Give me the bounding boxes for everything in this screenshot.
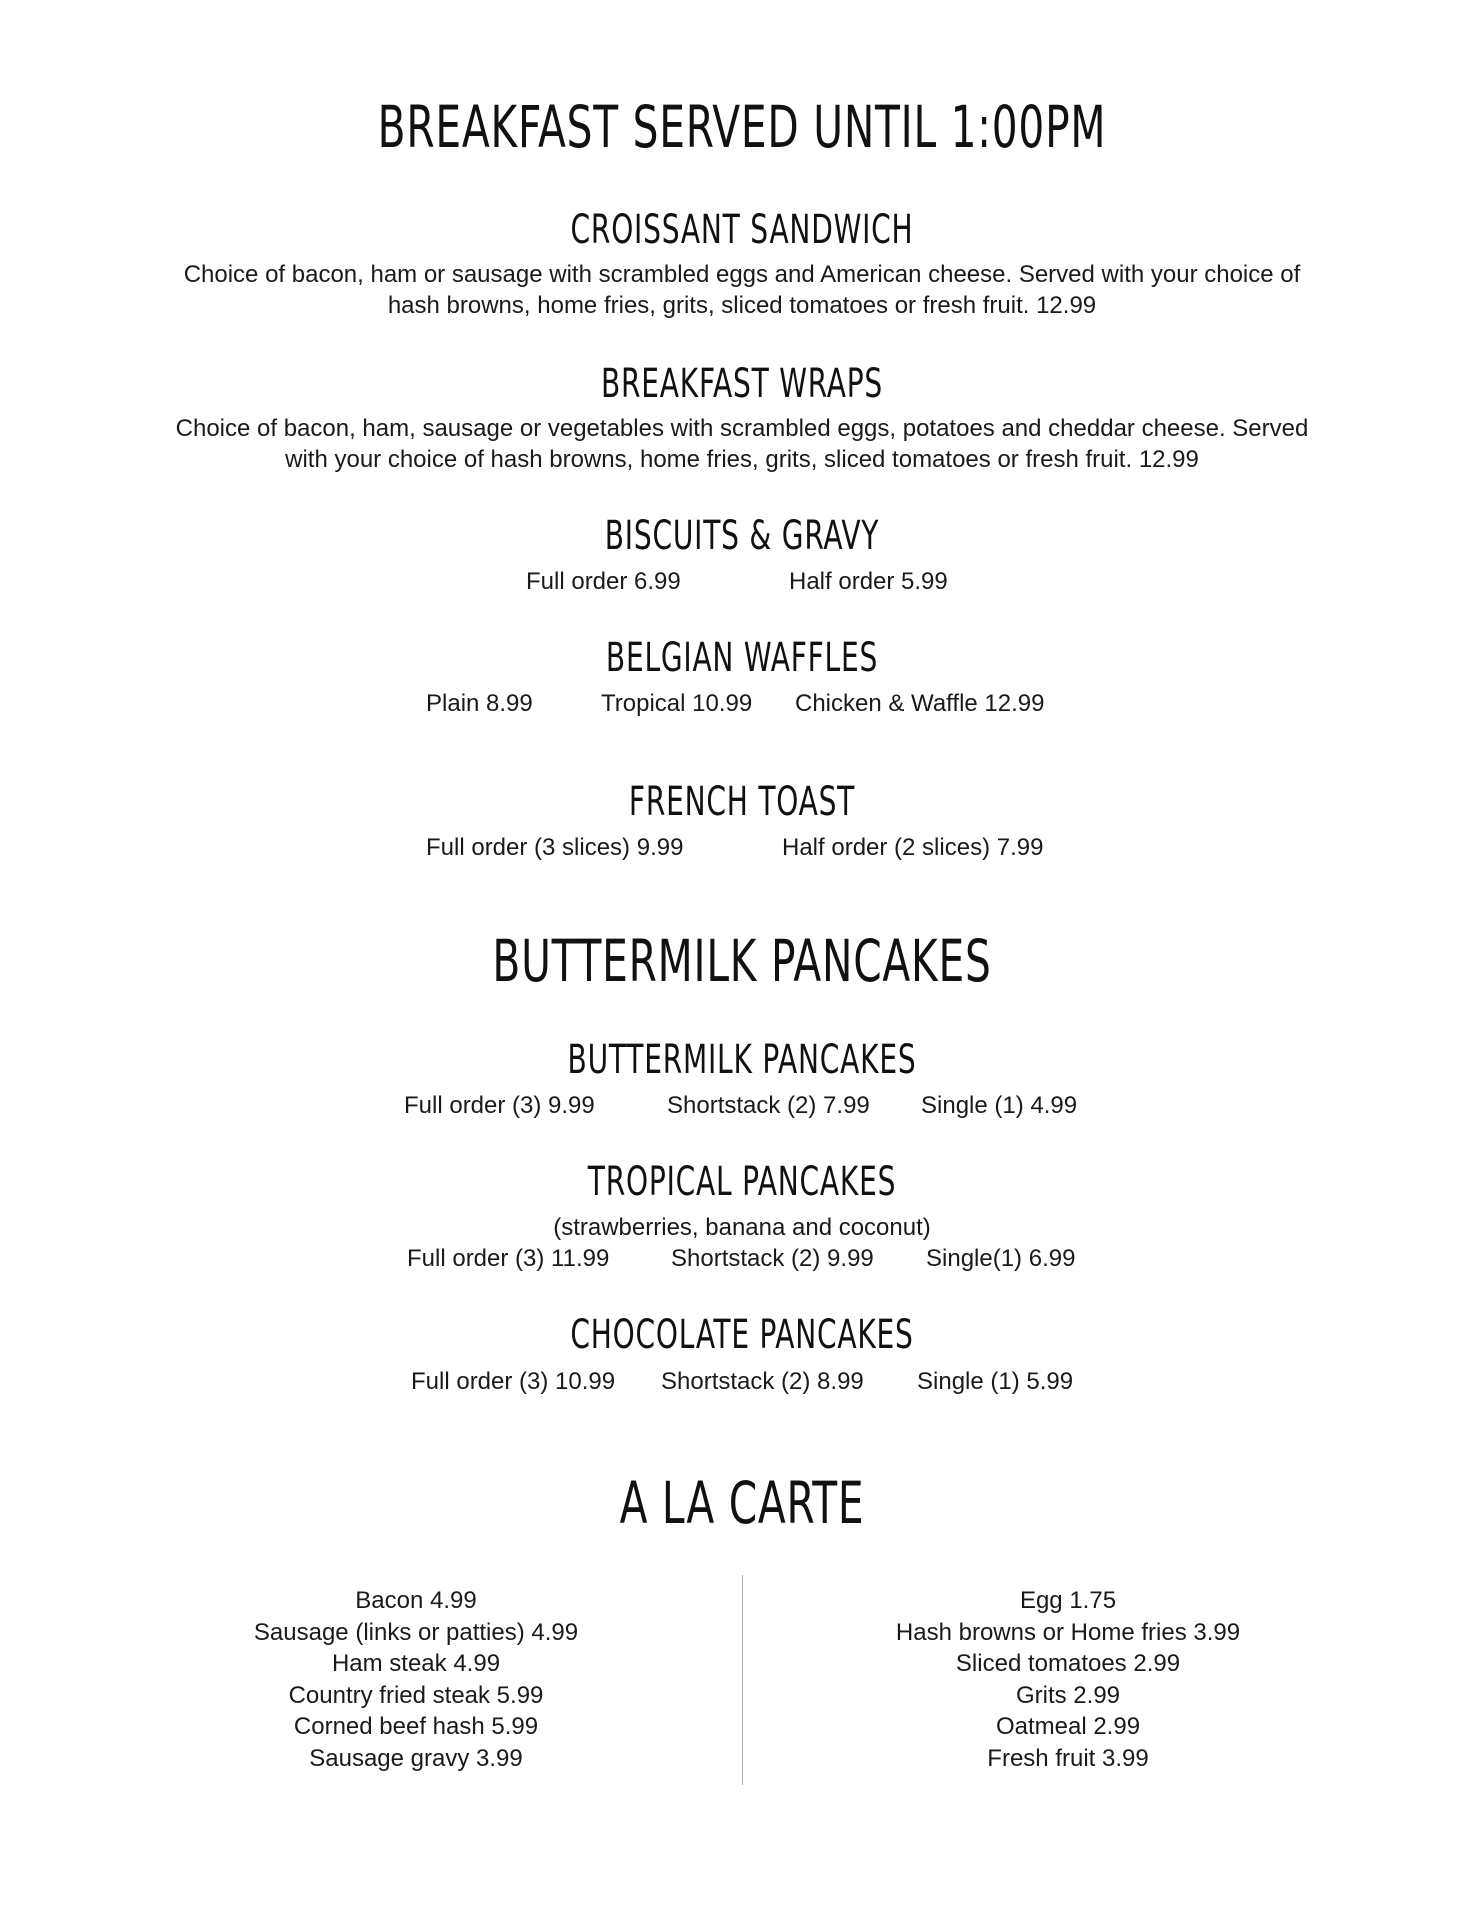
wraps-title: BREAKFAST WRAPS <box>600 361 884 407</box>
list-item: Oatmeal 2.99 <box>995 1713 1141 1740</box>
french-toast-title: FRENCH TOAST <box>628 779 856 825</box>
list-item: Ham steak 4.99 <box>331 1650 501 1677</box>
list-item: Grits 2.99 <box>1015 1681 1121 1709</box>
breakfast-section-title: BREAKFAST SERVED UNTIL 1:00PM <box>377 93 1107 161</box>
list-item: Sliced tomatoes 2.99 <box>955 1650 1181 1677</box>
waffles-title: BELGIAN WAFFLES <box>605 635 879 681</box>
tropical-option: Single(1) 6.99 <box>926 1245 1076 1272</box>
chocolate-option: Single (1) 5.99 <box>917 1368 1074 1395</box>
buttermilk-title: BUTTERMILK PANCAKES <box>567 1037 917 1083</box>
french-toast-option: Full order (3 slices) 9.99 <box>426 834 684 861</box>
list-item: Bacon 4.99 <box>355 1587 477 1614</box>
chocolate-option: Shortstack (2) 8.99 <box>661 1368 864 1395</box>
list-item: Sausage gravy 3.99 <box>309 1744 523 1772</box>
croissant-title: CROISSANT SANDWICH <box>570 207 914 253</box>
waffles-option: Plain 8.99 <box>426 690 533 717</box>
list-item: Country fried steak 5.99 <box>288 1681 544 1709</box>
list-item: Egg 1.75 <box>1019 1587 1117 1614</box>
buttermilk-option: Full order (3) 9.99 <box>404 1092 595 1119</box>
a-la-carte-left-list <box>186 1585 646 1774</box>
chocolate-option: Full order (3) 10.99 <box>411 1368 616 1395</box>
list-item: Sausage (links or patties) 4.99 <box>253 1618 579 1646</box>
tropical-option: Shortstack (2) 9.99 <box>671 1245 874 1272</box>
a-la-carte-right-list <box>838 1585 1298 1774</box>
croissant-desc-line2: hash browns, home fries, grits, sliced tomatoes or fresh fruit. 12.99 <box>387 292 1097 319</box>
list-item: Hash browns or Home fries 3.99 <box>895 1618 1241 1646</box>
list-item: Corned beef hash 5.99 <box>293 1713 539 1740</box>
waffles-option: Chicken & Waffle 12.99 <box>795 690 1045 717</box>
a-la-carte-section-title: A LA CARTE <box>619 1469 865 1537</box>
tropical-title: TROPICAL PANCAKES <box>587 1159 897 1205</box>
wraps-desc-line1: Choice of bacon, ham, sausage or vegetables with scrambled eggs, potatoes and cheddar cheese. Served <box>175 415 1309 442</box>
buttermilk-option: Single (1) 4.99 <box>921 1092 1078 1119</box>
waffles-option: Tropical 10.99 <box>601 690 753 717</box>
croissant-desc-line1: Choice of bacon, ham or sausage with scrambled eggs and American cheese. Served with your choice of <box>183 261 1301 288</box>
biscuits-title: BISCUITS & GRAVY <box>604 513 880 559</box>
tropical-option: Full order (3) 11.99 <box>407 1245 610 1272</box>
french-toast-option: Half order (2 slices) 7.99 <box>782 834 1044 861</box>
biscuits-option: Half order 5.99 <box>789 568 948 595</box>
chocolate-title: CHOCOLATE PANCAKES <box>570 1312 914 1358</box>
tropical-note: (strawberries, banana and coconut) <box>553 1214 931 1241</box>
buttermilk-option: Shortstack (2) 7.99 <box>667 1092 870 1119</box>
wraps-desc-line2: with your choice of hash browns, home fries, grits, sliced tomatoes or fresh fruit. 12.99 <box>285 446 1199 473</box>
pancakes-section-title: BUTTERMILK PANCAKES <box>492 927 992 995</box>
list-item: Fresh fruit 3.99 <box>987 1744 1149 1772</box>
column-divider <box>742 1575 743 1785</box>
biscuits-option: Full order 6.99 <box>526 568 681 595</box>
